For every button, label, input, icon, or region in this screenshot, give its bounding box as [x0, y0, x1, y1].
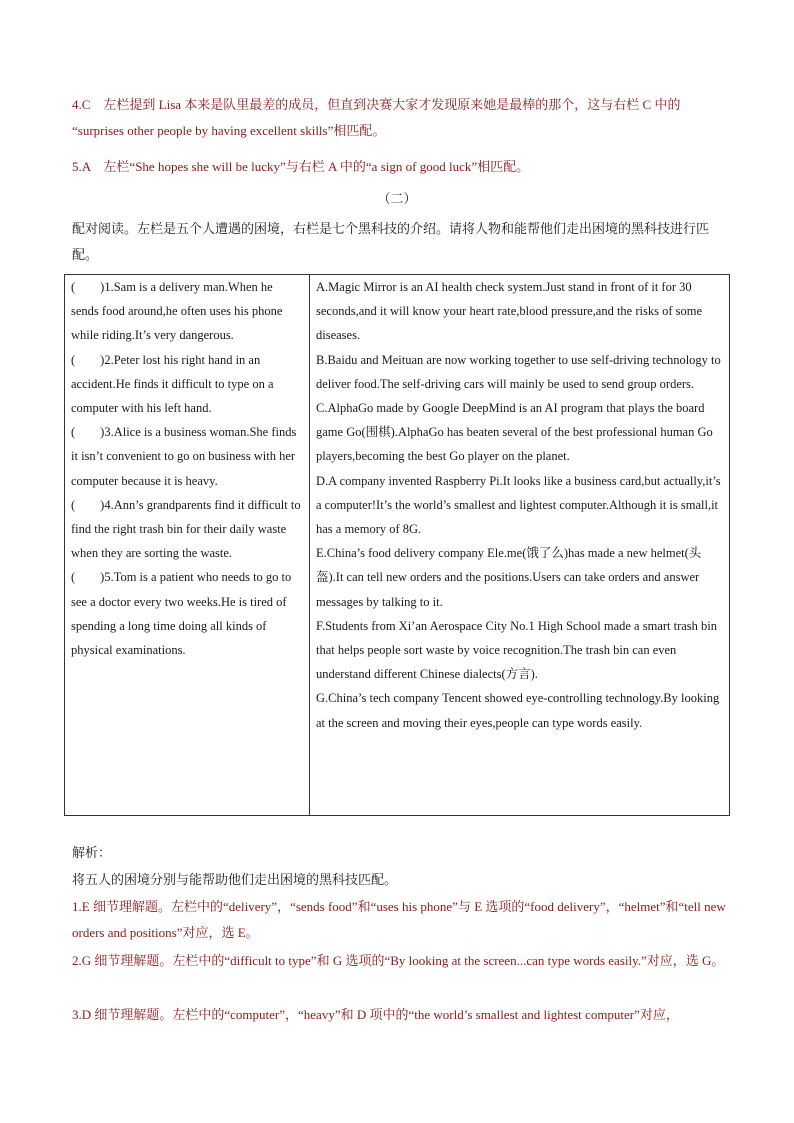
question-5: ( )5.Tom is a patient who needs to go to see a doctor every two weeks.He is tired of spending a long time doing all kinds of physical examinations.: [71, 570, 292, 658]
question-4: ( )4.Ann’s grandparents find it difficult to find the right trash bin for their daily waste when they are sorting the waste.: [71, 497, 301, 561]
question-3: ( )3.Alice is a business woman.She finds it isn’t convenient to go on business with her computer because it is heavy.: [71, 425, 297, 488]
matching-table: [64, 274, 730, 816]
option-d: D.A company invented Raspberry Pi.It looks like a business card,but actually,it’s a computer!It’s the world’s smallest and lightest computer.Although it is small,it has a memory of 8G.: [316, 473, 721, 537]
questions-column: [65, 275, 310, 816]
prev-answer-4: [72, 92, 732, 144]
option-g: G.China’s tech company Tencent showed eye-controlling technology.By looking at the screen and moving their eyes,people can type words easily.: [316, 691, 720, 730]
question-2: ( )2.Peter lost his right hand in an accident.He finds it difficult to type on a computer with his left hand.: [71, 352, 274, 416]
prev-answer-4-line2: “surprises other people by having excellent skills”相匹配。: [72, 123, 386, 138]
prev-answer-5: 5.A 左栏“She hopes she will be lucky”与右栏 A 中的“a sign of good luck”相匹配。: [72, 159, 530, 174]
analysis-intro: 将五人的困境分别与能帮助他们走出困境的黑科技匹配。: [72, 872, 398, 887]
prev-answer-4-line1: 4.C 左栏提到 Lisa 本来是队里最差的成员，但直到决赛大家才发现原来她是最棒的那个，这与右栏 C 中的: [72, 97, 681, 112]
option-c: C.AlphaGo made by Google DeepMind is an AI program that plays the board game Go(围棋).AlphaGo has beaten several of the best professional human Go players,becoming the best Go player on the planet.: [316, 401, 713, 464]
instruction: 配对阅读。左栏是五个人遭遇的困境，右栏是七个黑科技的介绍。请将人物和能帮他们走出困境的黑科技进行匹配。: [72, 221, 710, 262]
option-b: B.Baidu and Meituan are now working together to use self-driving technology to deliver food.The self-driving cars will mainly be used to send group orders.: [316, 352, 721, 391]
question-1: ( )1.Sam is a delivery man.When he sends food around,he often uses his phone while riding.It’s very dangerous.: [71, 280, 283, 343]
section-title: （二）: [377, 191, 417, 206]
analysis-3: 3.D 细节理解题。左栏中的“computer”，“heavy”和 D 项中的“the world’s smallest and lightest computer”对应，: [72, 1007, 679, 1022]
option-f: F.Students from Xi’an Aerospace City No.1 High School made a smart trash bin that helps people sort waste by voice recognition.The trash bin can even understand different Chinese dialects(方言).: [316, 618, 718, 682]
option-a: A.Magic Mirror is an AI health check system.Just stand in front of it for 30 seconds,and it will know your heart rate,blood pressure,and the risks of some diseases.: [316, 280, 703, 343]
options-column: [310, 275, 730, 816]
analysis-1: 1.E 细节理解题。左栏中的“delivery”，“sends food”和“uses his phone”与 E 选项的“food delivery”，“helmet”和“tell new orders and positions”对应，选 E。: [72, 899, 726, 940]
analysis-2: 2.G 细节理解题。左栏中的“difficult to type”和 G 选项的“By looking at the screen...can type words easily.”对应，选 G。: [72, 953, 725, 968]
option-e: E.China’s food delivery company Ele.me(饿了么)has made a new helmet(头盔).It can tell new orders and the positions.Users can take orders and answer messages by talking to it.: [316, 546, 702, 609]
analysis-label: 解析：: [72, 845, 112, 860]
